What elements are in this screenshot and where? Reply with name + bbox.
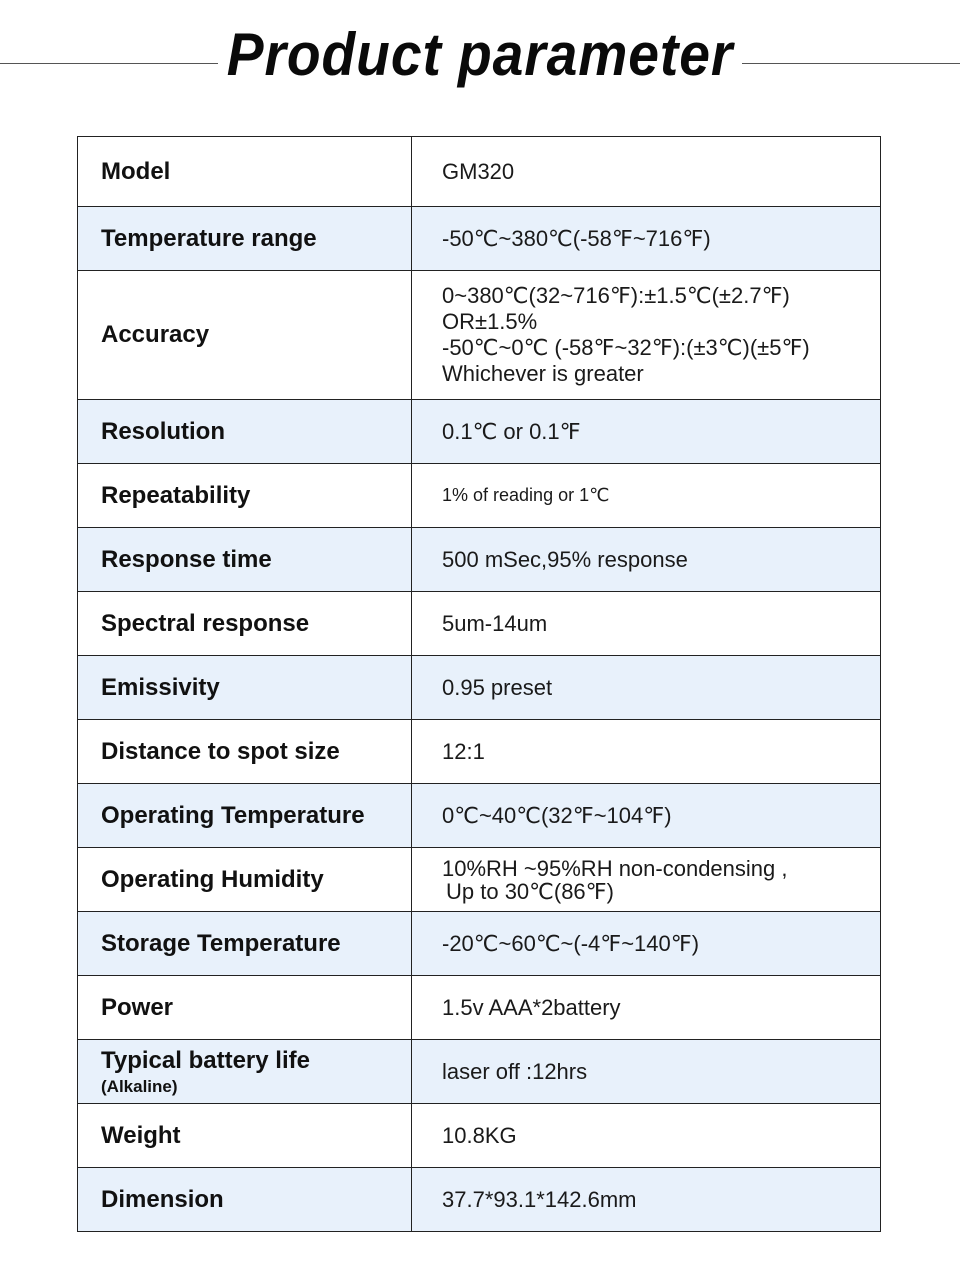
page-title: Product parameter <box>226 21 734 88</box>
row-value: 10.8KG <box>412 1104 881 1168</box>
row-label: Response time <box>78 528 412 592</box>
row-value: 1% of reading or 1℃ <box>412 464 881 528</box>
row-label: Distance to spot size <box>78 720 412 784</box>
row-value: GM320 <box>412 137 881 207</box>
row-label: Resolution <box>78 400 412 464</box>
accuracy-line: OR±1.5% <box>442 309 538 334</box>
row-model <box>78 137 881 207</box>
header-rule-right <box>742 63 960 64</box>
row-value: 1.5v AAA*2battery <box>412 976 881 1040</box>
row-value: 37.7*93.1*142.6mm <box>412 1168 881 1232</box>
row-repeatability <box>78 464 881 528</box>
row-value: 12:1 <box>412 720 881 784</box>
row-value: -20℃~60℃~(-4℉~140℉) <box>412 912 881 976</box>
row-operating-humidity <box>78 848 881 912</box>
row-label: Weight <box>78 1104 412 1168</box>
row-label: Accuracy <box>78 271 412 400</box>
row-dimension <box>78 1168 881 1232</box>
row-label: Emissivity <box>78 656 412 720</box>
row-label: Operating Humidity <box>78 848 412 912</box>
row-temperature-range <box>78 207 881 271</box>
row-label: Power <box>78 976 412 1040</box>
battery-life-sublabel: (Alkaline) <box>101 1076 178 1096</box>
row-accuracy <box>78 271 881 400</box>
accuracy-line: -50℃~0℃ (-58℉~32℉):(±3℃)(±5℉) <box>442 335 810 360</box>
row-value: 0℃~40℃(32℉~104℉) <box>412 784 881 848</box>
row-label: Spectral response <box>78 592 412 656</box>
row-value: laser off :12hrs <box>412 1040 881 1104</box>
row-value: 500 mSec,95% response <box>412 528 881 592</box>
row-value <box>412 848 881 912</box>
row-label: Temperature range <box>78 207 412 271</box>
row-value: 5um-14um <box>412 592 881 656</box>
row-resolution <box>78 400 881 464</box>
row-label: Dimension <box>78 1168 412 1232</box>
row-weight <box>78 1104 881 1168</box>
humidity-line: Up to 30℃(86℉) <box>446 878 614 904</box>
row-emissivity <box>78 656 881 720</box>
row-label: Storage Temperature <box>78 912 412 976</box>
row-distance-to-spot-size <box>78 720 881 784</box>
accuracy-line: 0~380℃(32~716℉):±1.5℃(±2.7℉) <box>442 283 790 308</box>
row-label: Repeatability <box>78 464 412 528</box>
page-header <box>0 0 960 120</box>
row-label <box>78 1040 412 1104</box>
row-power <box>78 976 881 1040</box>
row-label: Operating Temperature <box>78 784 412 848</box>
row-value <box>412 271 881 400</box>
row-label: Model <box>78 137 412 207</box>
row-spectral-response <box>78 592 881 656</box>
row-value: 0.1℃ or 0.1℉ <box>412 400 881 464</box>
row-value: -50℃~380℃(-58℉~716℉) <box>412 207 881 271</box>
accuracy-line: Whichever is greater <box>442 361 644 386</box>
humidity-line: 10%RH ~95%RH non-condensing , <box>442 855 788 881</box>
battery-life-label: Typical battery life <box>101 1046 310 1074</box>
row-operating-temperature <box>78 784 881 848</box>
row-typical-battery-life <box>78 1040 881 1104</box>
parameter-table <box>77 136 881 1232</box>
row-value: 0.95 preset <box>412 656 881 720</box>
row-response-time <box>78 528 881 592</box>
row-storage-temperature <box>78 912 881 976</box>
